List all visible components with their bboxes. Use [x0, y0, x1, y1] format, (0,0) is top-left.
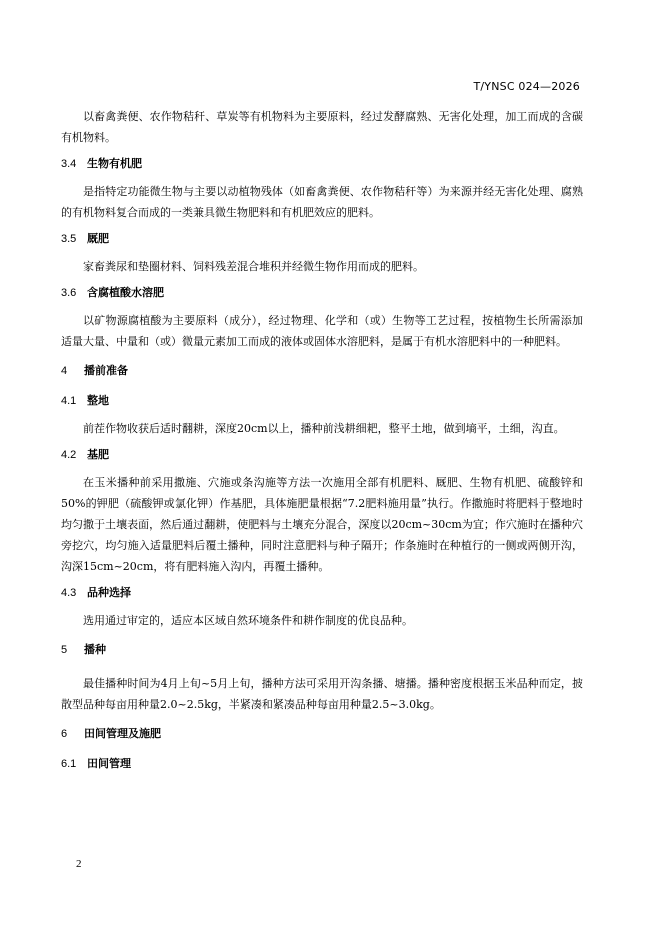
section-title: 田间管理及施肥 [84, 727, 161, 740]
section-4-heading [61, 364, 583, 378]
section-title: 含腐植酸水溶肥 [87, 286, 164, 299]
section-title: 基肥 [87, 448, 109, 461]
document-number: T/YNSC 024—2026 [473, 80, 580, 93]
section-3-4-paragraph: 是指特定功能微生物与主要以动植物残体（如畜禽粪便、农作物秸秆等）为来源并经无害化处理、腐熟的有机物料复合而成的一类兼具微生物肥料和有机肥效应的肥料。 [61, 185, 583, 219]
section-3-6-heading [61, 286, 583, 300]
document-body [61, 106, 583, 781]
section-6-heading [61, 727, 583, 741]
section-number: 6 [61, 728, 68, 740]
section-3-5-heading [61, 232, 583, 246]
section-4-3-heading [61, 586, 583, 600]
section-number: 4.1 [61, 395, 77, 407]
section-3-6-paragraph: 以矿物源腐植酸为主要原料（成分），经过物理、化学和（或）生物等工艺过程，按植物生长所需添加适量大量、中量和（或）微量元素加工而成的液体或固体水溶肥料，是属于有机水溶肥料中的一种肥料。 [61, 314, 583, 348]
section-3-5-paragraph: 家畜粪尿和垫圈材料、饲料残差混合堆积并经微生物作用而成的肥料。 [83, 260, 424, 273]
section-title: 田间管理 [87, 757, 131, 770]
section-number: 3.4 [61, 158, 77, 170]
section-number: 5 [61, 644, 68, 656]
section-4-2-paragraph: 在玉米播种前采用撒施、穴施或条沟施等方法一次施用全部有机肥料、厩肥、生物有机肥、硫酸锌和50%的钾肥（硫酸钾或氯化钾）作基肥，具体施肥量根据“7.2肥料施用量”执行。作撒施时将肥料于整地时均匀撒于土壤表面，然后通过翻耕，使肥料与土壤充分混合，深度以20cm~30cm为宜；作穴施时在播种穴旁挖穴，均匀施入适量肥料后覆土播种，同时注意肥料与种子隔开；作条施时在种植行的一侧或两侧开沟，沟深15cm~20cm，将有肥料施入沟内，再覆土播种。 [61, 476, 583, 573]
section-title: 品种选择 [87, 586, 131, 599]
section-number: 4 [61, 365, 68, 377]
intro-paragraph: 以畜禽粪便、农作物秸秆、草炭等有机物料为主要原料，经过发酵腐熟、无害化处理，加工而成的含碳有机物料。 [61, 110, 583, 144]
section-5-heading [61, 643, 583, 657]
section-4-1-heading [61, 394, 583, 408]
section-6-1-heading [61, 757, 583, 771]
section-title: 播前准备 [84, 364, 128, 377]
section-number: 4.3 [61, 587, 77, 599]
section-title: 整地 [87, 394, 109, 407]
section-3-4-heading [61, 157, 583, 171]
section-4-3-paragraph: 选用通过审定的，适应本区域自然环境条件和耕作制度的优良品种。 [83, 614, 413, 627]
section-title: 播种 [84, 643, 106, 656]
section-4-1-paragraph: 前茬作物收获后适时翻耕，深度20cm以上，播种前浅耕细耙，整平土地，做到墒平，土细，沟直。 [83, 422, 565, 435]
section-number: 3.6 [61, 287, 77, 299]
section-number: 4.2 [61, 449, 77, 461]
section-title: 厩肥 [87, 232, 109, 245]
section-number: 3.5 [61, 233, 77, 245]
section-5-paragraph: 最佳播种时间为4月上旬~5月上旬，播种方法可采用开沟条播、塘播。播种密度根据玉米品种而定，披散型品种每亩用种量2.0~2.5kg，半紧凑和紧凑品种每亩用种量2.5~3.0kg。 [61, 677, 583, 711]
section-number: 6.1 [61, 758, 77, 770]
page-number: 2 [76, 858, 82, 870]
section-title: 生物有机肥 [87, 157, 142, 170]
section-4-2-heading [61, 448, 583, 462]
